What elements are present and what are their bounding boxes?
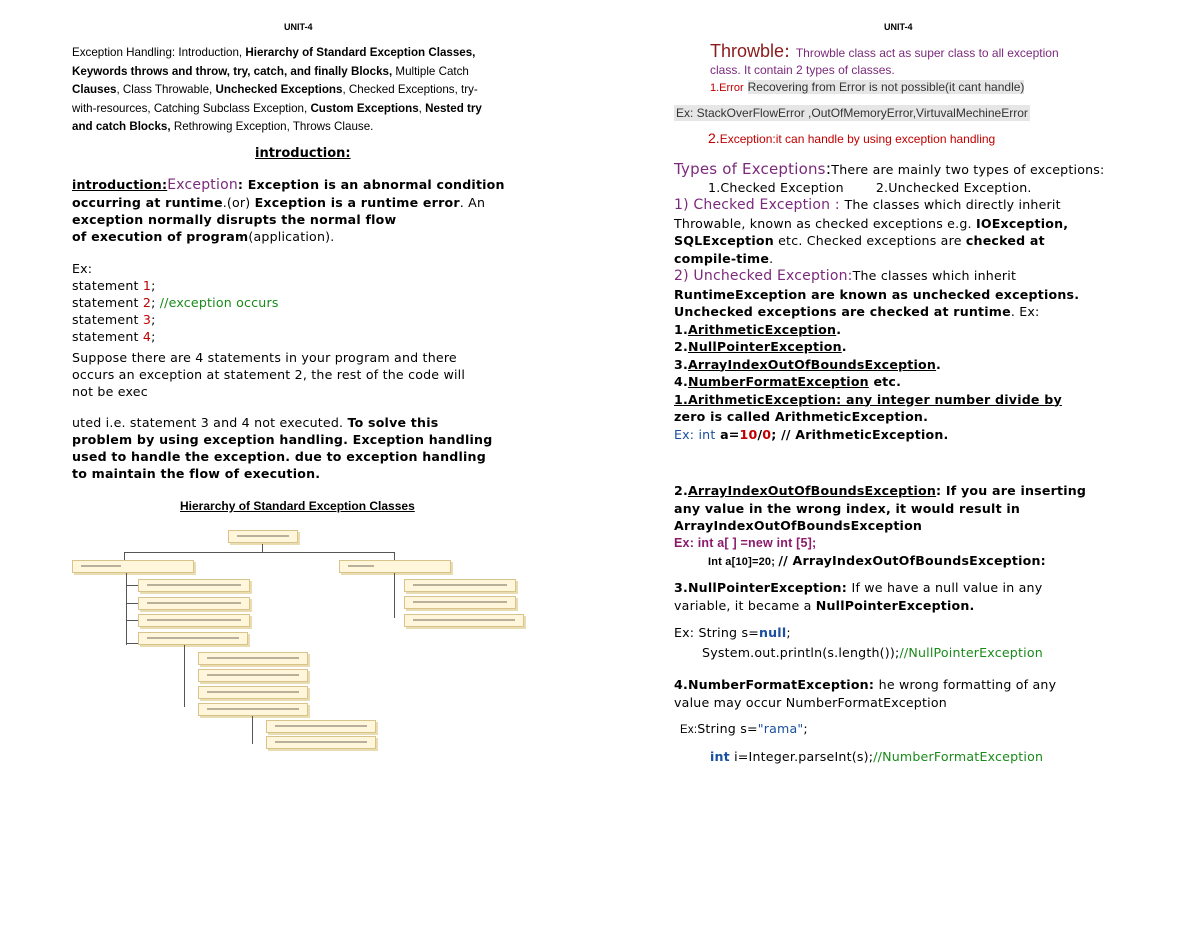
nfe-section: 4.NumberFormatException: he wrong formatting of any value may occur NumberFormatException [674, 677, 1057, 710]
intro-heading: introduction: [255, 146, 351, 161]
suppose-paragraph: Suppose there are 4 statements in your program and there occurs an exception at statement 2, the rest of the code will not be exec [72, 350, 466, 399]
error-examples: Ex: StackOverFlowError ,OutOfMemoryError,VirtuvalMechineError [676, 106, 1028, 120]
npe-example: Ex: String s=null; System.out.println(s.length());//NullPointerException [674, 625, 1043, 660]
statement-4: statement 4; [72, 329, 156, 344]
unchecked-box-4 [198, 703, 308, 716]
statement-2: statement 2; //exception occurs [72, 295, 279, 310]
syllabus-segment: Rethrowing Exception, Throws Clause. [170, 120, 374, 133]
throwable-box [228, 530, 298, 543]
syllabus-segment: with-resources, Catching Subclass Exception, [72, 101, 311, 115]
throwable-section: Throwble: Throwble class act as super class to all exception class. It contain 2 types of classes. 1.Error Recovering from Error is not possible(it cant handle) [710, 41, 1059, 94]
type-item-2: 2.NullPointerException. [674, 339, 847, 354]
syllabus-segment: , Class Throwable, [116, 83, 216, 96]
syllabus-segment: Keywords throws and throw, try, catch, and finally Blocks, [72, 64, 393, 78]
syllabus-segment: Nested try [425, 101, 482, 115]
unchecked-box-1 [198, 652, 308, 665]
types-section: Types of Exceptions:There are mainly two types of exceptions: 1.Checked Exception 2.Unchecked Exception. 1) Checked Exception : The classes which directly inherit Throwable, known as checked exceptions e.g. IOException, SQLException etc. Checked exceptions are checked at compile-time. 2) Unchecked Exception:The classes which inherit RuntimeException are known as unchecked exceptions. Unchecked exceptions are checked at runtime. Ex: 1.ArithmeticException. 2.NullPointerException. 3.ArrayIndexOutOfBoundsException. 4.NumberFormatException etc. 1.ArithmeticException: any integer number divide by zero is called ArithmeticException. Ex: int a=10/0; // ArithmeticException. [674, 160, 1144, 443]
syllabus-line-4 [72, 100, 542, 119]
statement-3: statement 3; [72, 312, 156, 327]
type-item-4: 4.NumberFormatException etc. [674, 374, 902, 389]
ex-label: Ex: [72, 261, 93, 276]
subclass-box-2 [138, 597, 250, 610]
hierarchy-diagram [72, 528, 542, 758]
syllabus-segment: , Checked Exceptions, try- [342, 83, 478, 96]
error-box [339, 560, 451, 573]
type-item-3: 3.ArrayIndexOutOfBoundsException. [674, 356, 942, 372]
syllabus-line-3 [72, 81, 542, 100]
syllabus [72, 44, 542, 137]
error-sub-2 [404, 596, 516, 609]
syllabus-segment: Exception Handling: Introduction, [72, 46, 246, 59]
subclass-box-3 [138, 614, 250, 627]
syllabus-segment: , [418, 101, 426, 115]
error-sub-1 [404, 579, 516, 592]
syllabus-line-5 [72, 118, 542, 137]
syllabus-segment: Hierarchy of Standard Exception Classes, [245, 46, 476, 59]
syllabus-line-2 [72, 63, 542, 82]
syllabus-segment: Unchecked Exceptions [215, 83, 343, 96]
index-box-1 [266, 720, 376, 733]
unit-header-left: UNIT-4 [284, 22, 313, 32]
syllabus-segment: Clauses [72, 83, 117, 96]
subclass-box-1 [138, 579, 250, 592]
type-item-1: 1.ArithmeticException. [674, 321, 842, 337]
nfe-example-1: Ex:String s="rama"; [680, 721, 808, 736]
hierarchy-title: Hierarchy of Standard Exception Classes [180, 499, 415, 513]
npe-section: 3.NullPointerException: If we have a null value in any variable, it became a NullPointerException. [674, 580, 1043, 613]
syllabus-segment: and catch Blocks, [72, 120, 171, 133]
intro-example [72, 260, 542, 345]
aioobe-section: 2.ArrayIndexOutOfBoundsException: If you are inserting any value in the wrong index, it would result in ArrayIndexOutOfBoundsException Ex: int a[ ] =new int [5]; Int a[10]=20; // ArrayIndexOutOfBoundsException: [674, 483, 1087, 568]
syllabus-segment: Multiple Catch [392, 64, 469, 78]
unchecked-box-2 [198, 669, 308, 682]
unchecked-box-3 [198, 686, 308, 699]
nfe-example-2: int i=Integer.parseInt(s);//NumberFormatException [710, 749, 1044, 764]
exception-line: 2.Exception:it can handle by using exception handling [708, 130, 996, 146]
runtime-box [138, 632, 248, 645]
unit-header-right: UNIT-4 [884, 22, 913, 32]
index-box-2 [266, 736, 376, 749]
statement-1: statement 1; [72, 278, 156, 293]
intro-paragraph: introduction:Exception: Exception is an abnormal condition occurring at runtime.(or) Exception is a runtime error. An exception normally disrupts the normal flow of execution of program(application). [72, 177, 505, 244]
syllabus-segment: Custom Exceptions [310, 101, 419, 115]
solution-paragraph: uted i.e. statement 3 and 4 not executed. To solve this problem by using exception handling. Exception handling used to handle the exception. due to exception handling to maintain the flow of execution. [72, 415, 493, 481]
syllabus-line-1 [72, 44, 542, 63]
exception-box [72, 560, 194, 573]
error-sub-3 [404, 614, 524, 627]
